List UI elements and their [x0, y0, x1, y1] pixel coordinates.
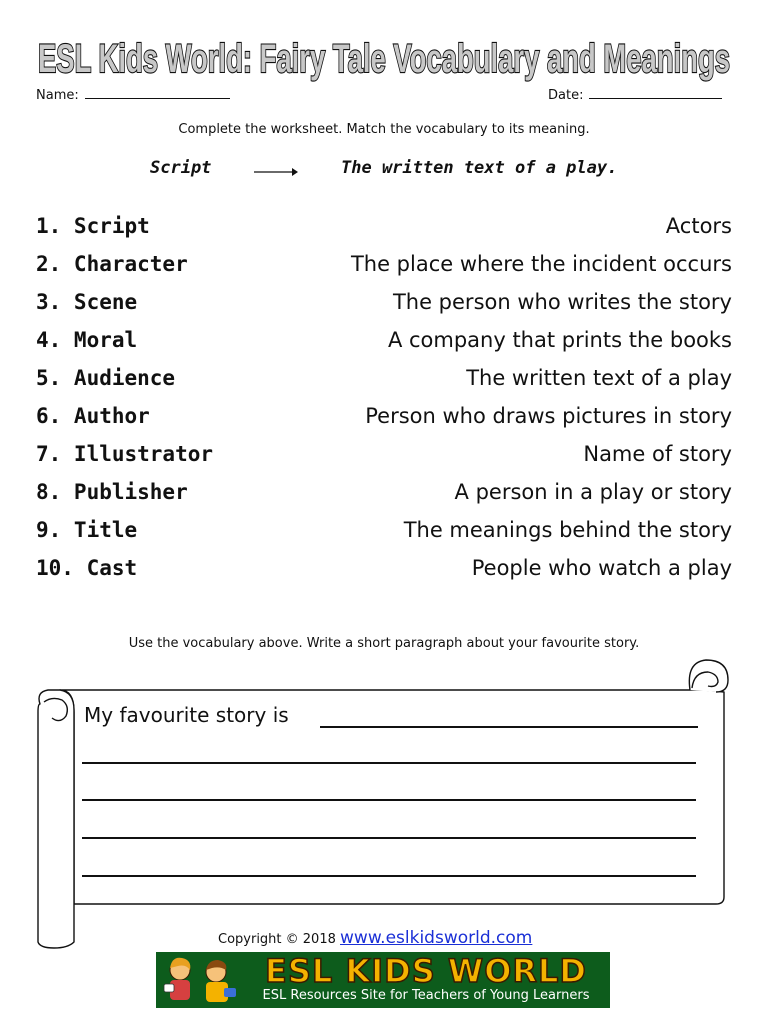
vocab-meaning: Actors	[665, 214, 732, 238]
example-term: Script	[150, 158, 212, 178]
vocab-term: 9. Title	[36, 518, 138, 542]
example-meaning: The written text of a play.	[341, 158, 618, 178]
vocab-meaning: A person in a play or story	[454, 480, 732, 504]
vocab-term: 4. Moral	[36, 328, 138, 352]
banner-subtitle: ESL Resources Site for Teachers of Young Learners	[262, 988, 590, 1003]
scroll-icon	[30, 652, 734, 952]
answer-line[interactable]	[82, 875, 696, 877]
vocab-meaning: People who watch a play	[471, 556, 732, 580]
vocab-term: 8. Publisher	[36, 480, 188, 504]
list-item	[36, 397, 732, 435]
vocab-meaning: The meanings behind the story	[403, 518, 732, 542]
name-field[interactable]	[36, 86, 230, 103]
list-item	[36, 511, 732, 549]
scroll-prompt: My favourite story is	[84, 703, 289, 727]
answer-line[interactable]	[82, 762, 696, 764]
logo-banner[interactable]	[156, 952, 610, 1008]
vocab-term: 2. Character	[36, 252, 188, 276]
list-item	[36, 435, 732, 473]
instruction-write: Use the vocabulary above. Write a short paragraph about your favourite story.	[128, 636, 640, 651]
vocab-term: 5. Audience	[36, 366, 176, 390]
list-item	[36, 359, 732, 397]
list-item	[36, 207, 732, 245]
banner-title: ESL KIDS WORLD	[265, 952, 587, 990]
vocab-term: 7. Illustrator	[36, 442, 214, 466]
copyright-text: Copyright © 2018	[218, 932, 336, 947]
date-line[interactable]	[589, 86, 722, 99]
vocab-meaning: A company that prints the books	[387, 328, 732, 352]
list-item	[36, 473, 732, 511]
answer-line[interactable]	[82, 837, 696, 839]
arrow-icon	[254, 166, 298, 178]
vocab-meaning: The place where the incident occurs	[350, 252, 732, 276]
answer-line[interactable]	[82, 799, 696, 801]
list-item	[36, 283, 732, 321]
title-graphic	[0, 14, 768, 84]
vocab-term: 6. Author	[36, 404, 150, 428]
instruction-match: Complete the worksheet. Match the vocabulary to its meaning.	[178, 122, 590, 137]
vocabulary-list	[36, 207, 732, 587]
vocab-term: 1. Script	[36, 214, 150, 238]
date-label: Date:	[548, 88, 584, 103]
date-field[interactable]	[548, 86, 722, 103]
vocab-meaning: The person who writes the story	[392, 290, 732, 314]
vocab-meaning: Person who draws pictures in story	[365, 404, 732, 428]
name-label: Name:	[36, 88, 79, 103]
title-text: ESL Kids World: Fairy Tale Vocabulary and Meanings	[38, 37, 730, 81]
list-item	[36, 549, 732, 587]
list-item	[36, 321, 732, 359]
name-line[interactable]	[85, 86, 230, 99]
vocab-term: 10. Cast	[36, 556, 138, 580]
copyright	[218, 928, 532, 948]
page-title	[0, 14, 768, 84]
vocab-term: 3. Scene	[36, 290, 138, 314]
vocab-meaning: Name of story	[583, 442, 732, 466]
website-link[interactable]: www.eslkidsworld.com	[340, 928, 533, 948]
answer-line[interactable]	[320, 726, 698, 728]
kids-illustration-icon	[158, 954, 242, 1006]
list-item	[36, 245, 732, 283]
vocab-meaning: The written text of a play	[466, 366, 732, 390]
